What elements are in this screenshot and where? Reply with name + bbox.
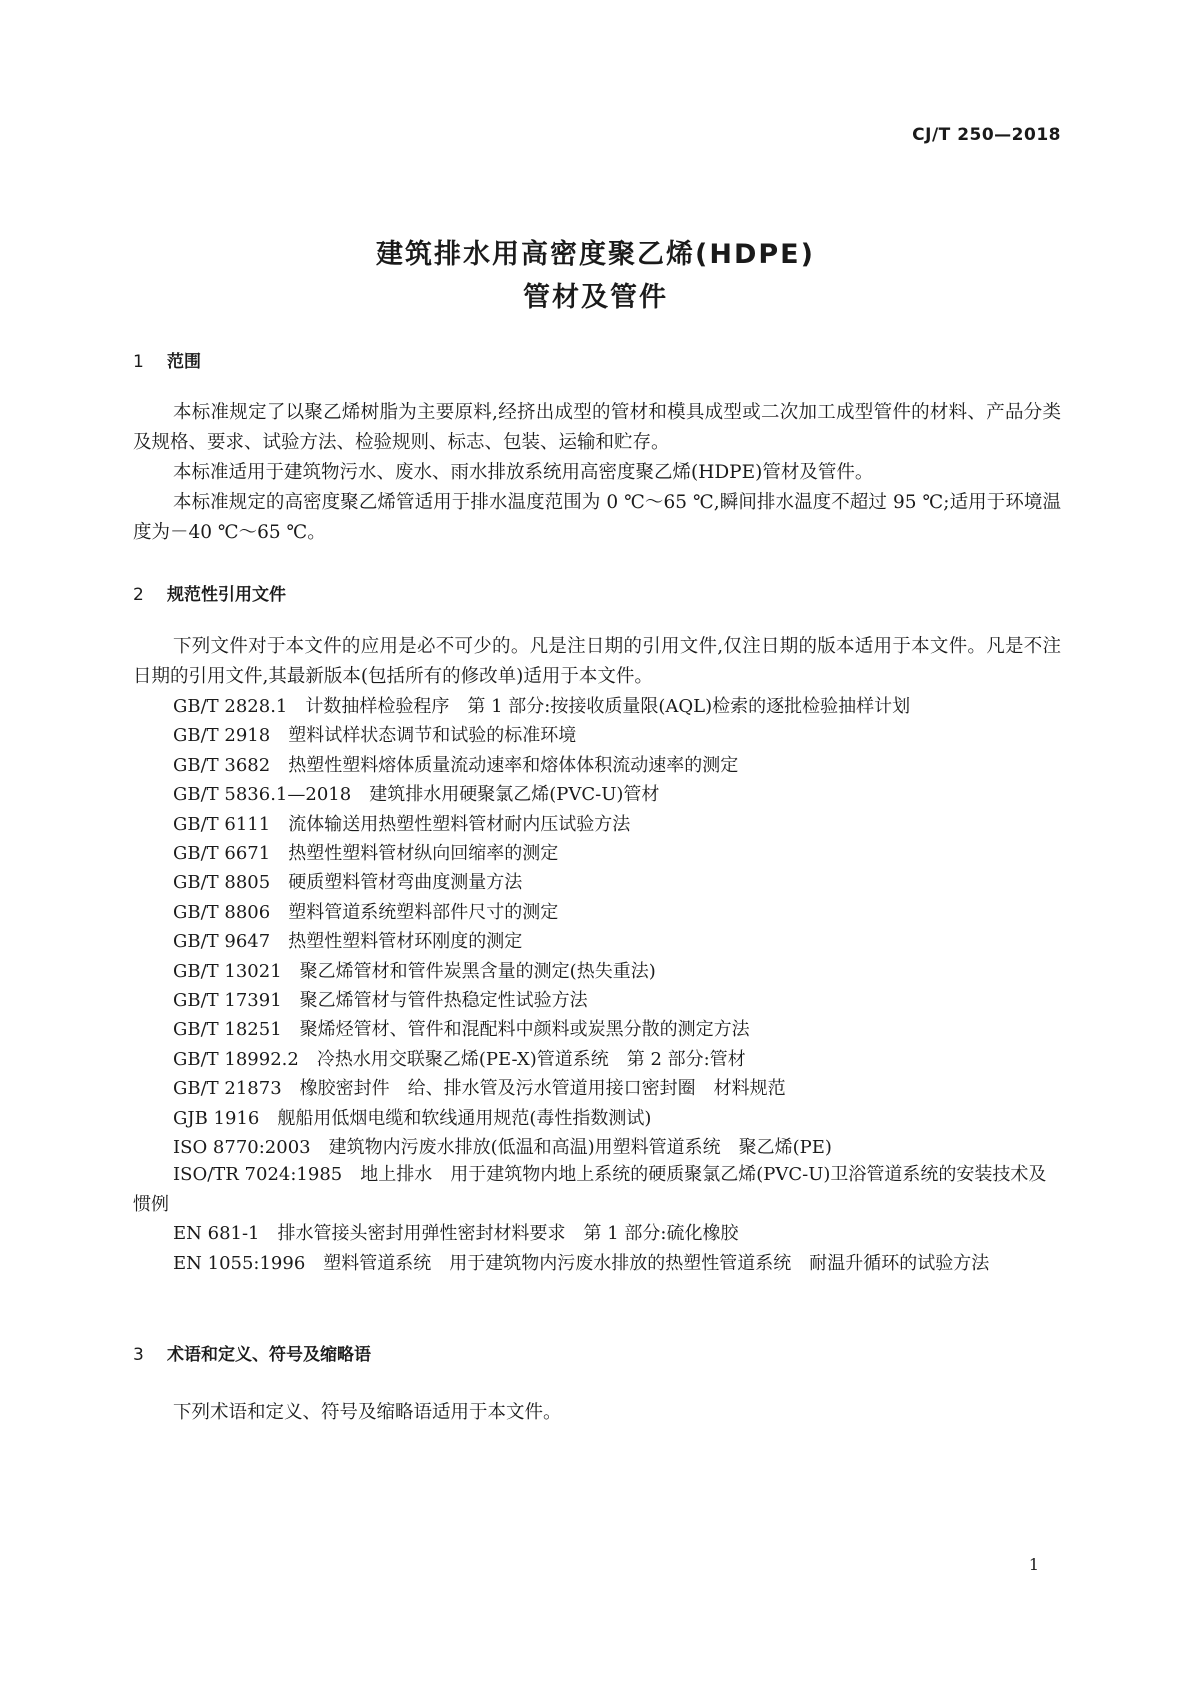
section-title: 规范性引用文件 xyxy=(167,585,286,605)
section-1-paragraph-3: 本标准规定的高密度聚乙烯管适用于排水温度范围为 0 ℃～65 ℃,瞬间排水温度不超过 95 ℃;适用于环境温度为－40 ℃～65 ℃。 xyxy=(133,492,1061,543)
section-2-heading xyxy=(133,580,286,605)
reference-item xyxy=(173,1104,1061,1134)
reference-item-iso-tr-7024: ISO/TR 7024:1985 地上排水 用于建筑物内地上系统的硬质聚氯乙烯(PVC-U)卫浴管道系统的安装技术及惯例 xyxy=(133,1164,1047,1215)
section-number: 3 xyxy=(133,1345,144,1365)
section-1-paragraph-2: 本标准适用于建筑物污水、废水、雨水排放系统用高密度聚乙烯(HDPE)管材及管件。 xyxy=(173,462,874,483)
reference-code: GB/T 18251 xyxy=(173,1019,282,1041)
reference-item xyxy=(173,868,1061,898)
reference-title: 热塑性塑料熔体质量流动速率和熔体体积流动速率的测定 xyxy=(288,754,739,776)
reference-code: GB/T 8806 xyxy=(173,901,271,923)
document-title-line-1: 建筑排水用高密度聚乙烯(HDPE) xyxy=(376,239,815,270)
reference-code: GB/T 13021 xyxy=(173,960,282,982)
reference-code: GB/T 2828.1 xyxy=(173,696,288,717)
section-1-heading xyxy=(133,347,201,372)
page-number: 1 xyxy=(1028,1555,1039,1574)
reference-item xyxy=(173,898,1061,928)
reference-code: GB/T 8805 xyxy=(173,872,271,894)
reference-code: GB/T 9647 xyxy=(173,931,271,953)
reference-title: 聚乙烯管材与管件热稳定性试验方法 xyxy=(299,990,588,1011)
section-title: 术语和定义、符号及缩略语 xyxy=(167,1345,371,1365)
reference-item xyxy=(173,810,1061,840)
reference-code: ISO 8770:2003 xyxy=(173,1137,311,1158)
reference-title: 热塑性塑料管材纵向回缩率的测定 xyxy=(288,843,559,864)
reference-title: 热塑性塑料管材环刚度的测定 xyxy=(288,931,523,953)
reference-code: GB/T 3682 xyxy=(173,754,271,776)
section-1-paragraph-1: 本标准规定了以聚乙烯树脂为主要原料,经挤出成型的管材和模具成型或二次加工成型管件的材料、产品分类及规格、要求、试验方法、检验规则、标志、包装、运输和贮存。 xyxy=(133,402,1061,453)
reference-code: GB/T 2918 xyxy=(173,725,271,747)
reference-title: 建筑排水用硬聚氯乙烯(PVC-U)管材 xyxy=(369,784,660,806)
reference-title: 冷热水用交联聚乙烯(PE-X)管道系统 第 2 部分:管材 xyxy=(316,1048,746,1070)
reference-item xyxy=(173,751,1061,781)
reference-item-en-1055: EN 1055:1996 塑料管道系统 用于建筑物内污废水排放的热塑性管道系统 耐温升循环的试验方法 xyxy=(173,1253,990,1274)
standard-code: CJ/T 250—2018 xyxy=(912,125,1061,145)
reference-item xyxy=(173,1045,1061,1075)
reference-title: 建筑物内污废水排放(低温和高温)用塑料管道系统 聚乙烯(PE) xyxy=(328,1137,832,1158)
reference-item xyxy=(173,839,1061,869)
reference-item xyxy=(173,927,1061,957)
section-3-intro: 下列术语和定义、符号及缩略语适用于本文件。 xyxy=(173,1402,562,1423)
reference-code: GB/T 5836.1—2018 xyxy=(173,784,352,806)
reference-item xyxy=(173,780,1061,810)
reference-title: 流体输送用热塑性塑料管材耐内压试验方法 xyxy=(288,813,631,835)
reference-title: 聚烯烃管材、管件和混配料中颜料或炭黑分散的测定方法 xyxy=(299,1019,750,1041)
reference-code: GB/T 21873 xyxy=(173,1078,282,1100)
reference-code: GB/T 6111 xyxy=(173,813,271,835)
reference-code: GB/T 17391 xyxy=(173,990,282,1011)
reference-title: 聚乙烯管材和管件炭黑含量的测定(热失重法) xyxy=(299,960,656,982)
reference-title: 塑料管道系统塑料部件尺寸的测定 xyxy=(288,901,559,923)
reference-title: 计数抽样检验程序 第 1 部分:按接收质量限(AQL)检索的逐批检验抽样计划 xyxy=(305,696,911,717)
reference-code: GJB 1916 xyxy=(173,1107,260,1129)
section-number: 2 xyxy=(133,585,144,605)
section-3-heading xyxy=(133,1340,371,1365)
section-number: 1 xyxy=(133,352,144,372)
reference-item-en-681-1: EN 681-1 排水管接头密封用弹性密封材料要求 第 1 部分:硫化橡胶 xyxy=(173,1223,739,1244)
reference-code: GB/T 18992.2 xyxy=(173,1048,299,1070)
reference-item xyxy=(173,1074,1061,1104)
reference-item xyxy=(173,1015,1061,1045)
reference-title: 塑料试样状态调节和试验的标准环境 xyxy=(288,725,577,747)
reference-item xyxy=(173,957,1061,987)
reference-title: 硬质塑料管材弯曲度测量方法 xyxy=(288,872,523,894)
reference-title: 橡胶密封件 给、排水管及污水管道用接口密封圈 材料规范 xyxy=(299,1078,786,1100)
reference-item xyxy=(173,1133,1061,1163)
reference-title: 舰船用低烟电缆和软线通用规范(毒性指数测试) xyxy=(277,1107,652,1129)
reference-item xyxy=(173,986,1061,1016)
reference-item xyxy=(173,721,1061,751)
section-2-intro: 下列文件对于本文件的应用是必不可少的。凡是注日期的引用文件,仅注日期的版本适用于本文件。凡是不注日期的引用文件,其最新版本(包括所有的修改单)适用于本文件。 xyxy=(133,636,1061,687)
reference-item xyxy=(173,692,1061,722)
document-title-line-2: 管材及管件 xyxy=(523,282,668,313)
section-title: 范围 xyxy=(167,352,201,372)
reference-code: GB/T 6671 xyxy=(173,843,271,864)
